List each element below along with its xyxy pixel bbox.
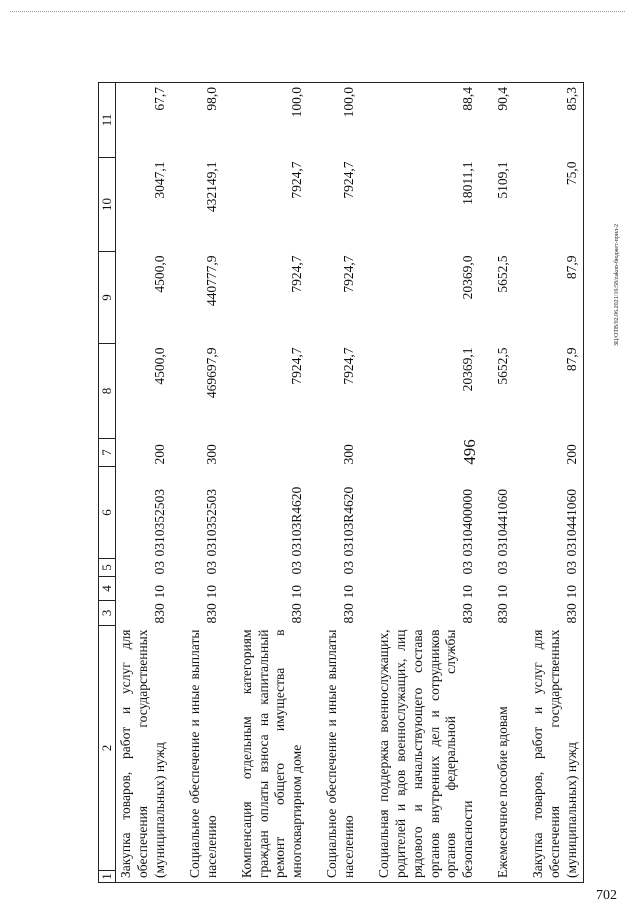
cell-ministry-code: 830 bbox=[203, 603, 219, 624]
cell-expense-type: 200 bbox=[528, 439, 583, 467]
cell-section: 10 bbox=[289, 585, 305, 599]
scan-artifact-line bbox=[10, 11, 625, 12]
table-row bbox=[374, 83, 479, 883]
cell-expense-type bbox=[374, 439, 479, 467]
cell-amount-col8: 4500,0 bbox=[152, 347, 167, 385]
cell-amount-col9: 440777,9 bbox=[203, 255, 219, 307]
table-row bbox=[528, 83, 583, 883]
cell-amount-col8: 87,9 bbox=[528, 344, 583, 439]
cell-amount-col9: 20369,0 bbox=[460, 255, 476, 300]
cell-amount-col9: 4500,0 bbox=[152, 255, 167, 293]
cell-amount-col8: 5652,5 bbox=[495, 347, 511, 385]
cell-ministry-code: 830 bbox=[341, 603, 356, 624]
cell-ministry-code: 830 bbox=[528, 601, 583, 626]
cell-target-article: 03103R4620 bbox=[289, 486, 305, 557]
cell-subsection: 03 bbox=[289, 561, 305, 575]
row-description: Социальное обеспечение и иные выплаты населению bbox=[185, 626, 223, 883]
cell-subsection: 03 bbox=[495, 561, 511, 575]
cell-ministry-code: 830 bbox=[460, 603, 476, 624]
cell-section: 10 bbox=[203, 585, 219, 599]
cell-percent: 85,3 bbox=[528, 83, 583, 158]
cell-expense-type: 200 bbox=[152, 444, 167, 465]
cell-ministry-code: 830 bbox=[152, 603, 167, 624]
row-description: Закупка товаров, работ и услуг для обеспечения государственных (муниципальных) нужд bbox=[528, 626, 583, 883]
header-cell: 1 bbox=[99, 871, 116, 883]
row-description: Компенсация отдельным категориям граждан оплаты взноса на капитальный ремонт общего имущества в многоквартирном доме bbox=[237, 626, 309, 883]
cell-expense-type bbox=[493, 439, 514, 467]
header-cell: 11 bbox=[99, 83, 116, 158]
cell-target-article: 0310400000 bbox=[460, 489, 476, 557]
cell-percent: 90,4 bbox=[493, 83, 514, 158]
cell-ministry-code: 830 bbox=[495, 603, 511, 624]
cell-amount-col10: 3047,1 bbox=[152, 161, 167, 199]
footer-page-number: 702 bbox=[596, 888, 617, 903]
cell-percent: 100,0 bbox=[322, 83, 360, 158]
header-cell: 9 bbox=[99, 252, 116, 344]
cell-section: 10 bbox=[152, 585, 167, 599]
row-description: Закупка товаров, работ и услуг для обеспечения государственных (муниципальных) нужд bbox=[116, 626, 171, 883]
cell-expense-type bbox=[237, 439, 309, 467]
header-cell: 8 bbox=[99, 344, 116, 439]
cell-subsection: 03 bbox=[460, 561, 476, 575]
row-description: Социальное обеспечение и иные выплаты населению bbox=[322, 626, 360, 883]
row-spacer bbox=[308, 83, 322, 883]
table-row bbox=[493, 83, 514, 883]
cell-section: 10 bbox=[528, 577, 583, 601]
cell-amount-col10: 7924,7 bbox=[341, 161, 356, 199]
cell-amount-col10: 432149,1 bbox=[203, 161, 219, 213]
header-cell: 3 bbox=[99, 601, 116, 626]
row-spacer bbox=[223, 83, 237, 883]
table-row bbox=[322, 83, 360, 883]
cell-amount-col10: 7924,7 bbox=[289, 161, 305, 199]
cell-percent: 88,4 bbox=[374, 83, 479, 158]
cell-section: 10 bbox=[460, 585, 476, 599]
cell-amount-col10: 5109,1 bbox=[495, 161, 511, 199]
row-description: Социальная поддержка военнослужащих, родителей и вдов военнослужащих, лиц рядового и начальствующего состава органов внутренних дел и сотрудников органов федеральной службы безопасности bbox=[374, 626, 479, 883]
cell-subsection: 03 bbox=[341, 561, 356, 575]
cell-percent: 98,0 bbox=[185, 83, 223, 158]
cell-subsection: 03 bbox=[203, 561, 219, 575]
table-row bbox=[237, 83, 309, 883]
cell-ministry-code: 830 bbox=[289, 603, 305, 624]
header-cell: 5 bbox=[99, 559, 116, 577]
cell-target-article: 0310441060 bbox=[495, 489, 511, 557]
cell-percent: 100,0 bbox=[237, 83, 309, 158]
header-cell: 2 bbox=[99, 626, 116, 871]
cell-target-article: 0310441060 bbox=[528, 467, 583, 559]
header-row bbox=[99, 83, 116, 883]
cell-amount-col8: 469697,9 bbox=[203, 347, 219, 399]
row-spacer bbox=[360, 83, 374, 883]
table-row bbox=[185, 83, 223, 883]
cell-amount-col8: 7924,7 bbox=[289, 347, 305, 385]
cell-section: 10 bbox=[341, 585, 356, 599]
budget-table bbox=[98, 82, 584, 883]
cell-section: 10 bbox=[495, 585, 511, 599]
header-cell: 10 bbox=[99, 158, 116, 252]
page-number: 496 bbox=[460, 439, 479, 465]
document-stamp: ЗЦ/ОТВ/02.06.2021/16:58/zakon-бюджет-прил-2 bbox=[614, 223, 620, 347]
budget-table-rotated bbox=[98, 83, 579, 883]
cell-percent: 67,7 bbox=[116, 83, 171, 158]
cell-amount-col10: 75,0 bbox=[528, 158, 583, 252]
cell-amount-col9: 5652,5 bbox=[495, 255, 511, 293]
table-row bbox=[116, 83, 171, 883]
cell-subsection: 03 bbox=[152, 561, 167, 575]
header-cell: 7 bbox=[99, 439, 116, 467]
cell-expense-type: 300 bbox=[203, 444, 219, 465]
row-spacer bbox=[514, 83, 528, 883]
cell-amount-col9: 7924,7 bbox=[341, 255, 356, 293]
row-spacer bbox=[171, 83, 185, 883]
cell-subsection: 03 bbox=[528, 559, 583, 577]
cell-amount-col9: 7924,7 bbox=[289, 255, 305, 293]
cell-expense-type: 300 bbox=[341, 444, 356, 465]
cell-amount-col10: 18011,1 bbox=[460, 161, 476, 205]
cell-target-article: 0310352503 bbox=[152, 489, 167, 557]
cell-target-article: 0310352503 bbox=[203, 489, 219, 557]
cell-amount-col8: 7924,7 bbox=[341, 347, 356, 385]
row-description: Ежемесячное пособие вдовам bbox=[493, 626, 514, 883]
cell-amount-col8: 20369,1 bbox=[460, 347, 476, 392]
cell-amount-col9: 87,9 bbox=[528, 252, 583, 344]
header-cell: 4 bbox=[99, 577, 116, 601]
row-spacer bbox=[479, 83, 493, 883]
cell-target-article: 03103R4620 bbox=[341, 486, 356, 557]
header-cell: 6 bbox=[99, 467, 116, 559]
